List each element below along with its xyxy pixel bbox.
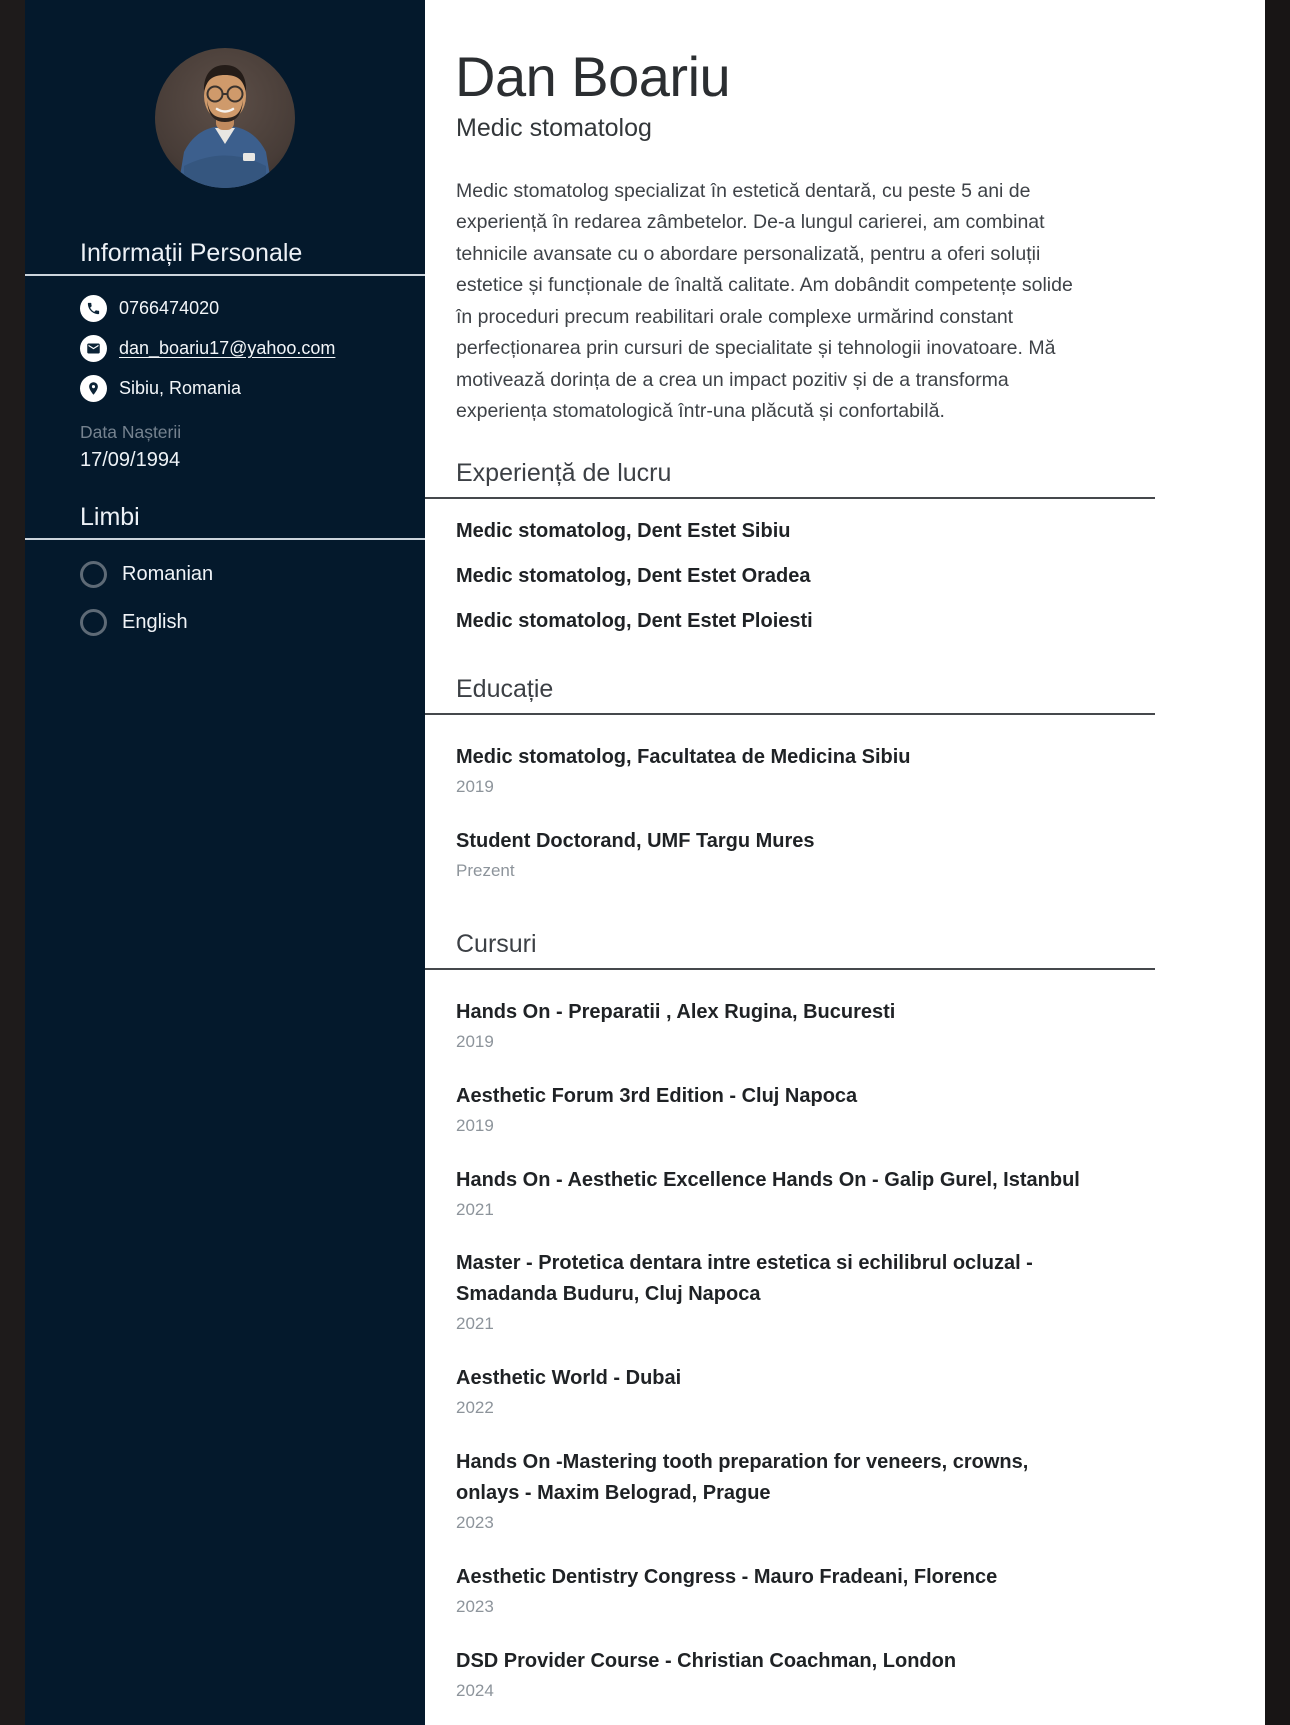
experience-list bbox=[425, 518, 1265, 634]
main-content bbox=[425, 0, 1265, 1725]
entry-period: 2023 bbox=[456, 1597, 494, 1617]
entry-title: DSD Provider Course - Christian Coachman, London bbox=[456, 1650, 957, 1673]
education-divider bbox=[425, 713, 1155, 715]
left-border-strip bbox=[0, 0, 25, 1725]
page-title-name: Dan Boariu bbox=[455, 45, 731, 108]
phone-icon bbox=[80, 295, 107, 322]
entry-title: Aesthetic Forum 3rd Edition - Cluj Napoca bbox=[456, 1084, 858, 1107]
languages-heading: Limbi bbox=[80, 503, 140, 531]
entry-period: 2024 bbox=[456, 1681, 494, 1701]
right-border-strip bbox=[1265, 0, 1290, 1725]
entry-title: Hands On - Preparatii , Alex Rugina, Bucuresti bbox=[456, 1000, 896, 1023]
contact-row-email bbox=[80, 335, 425, 362]
course-item bbox=[456, 1248, 1085, 1336]
entry-title: Master - Protetica dentara intre estetica si echilibrul ocluzal - Smadanda Buduru, Cluj Napoca bbox=[456, 1252, 1033, 1306]
contact-row-phone bbox=[80, 295, 425, 322]
entry-period: 2019 bbox=[456, 776, 494, 796]
education-item bbox=[456, 826, 1085, 883]
language-label: Romanian bbox=[122, 563, 214, 585]
course-item bbox=[456, 997, 1085, 1054]
course-item bbox=[456, 1646, 1085, 1703]
entry-period: 2019 bbox=[456, 1115, 494, 1135]
education-list bbox=[425, 742, 1265, 883]
entry-title: Medic stomatolog, Facultatea de Medicina Sibiu bbox=[456, 745, 911, 768]
entry-period: Prezent bbox=[456, 860, 515, 880]
phone-number: 0766474020 bbox=[119, 298, 220, 318]
courses-heading: Cursuri bbox=[456, 929, 537, 958]
location-icon bbox=[80, 375, 107, 402]
language-radio-icon bbox=[80, 561, 107, 588]
entry-title: Hands On - Aesthetic Excellence Hands On - Galip Gurel, Istanbul bbox=[456, 1168, 1080, 1191]
job-title: Medic stomatolog bbox=[456, 113, 652, 142]
languages-list bbox=[25, 561, 425, 636]
avatar-illustration bbox=[155, 48, 295, 188]
sidebar bbox=[25, 0, 425, 1725]
contact-row-location bbox=[80, 375, 425, 402]
summary-text: Medic stomatolog specializat în estetică dentară, cu peste 5 ani de experiență în redarea zâmbetelor. De-a lungul carierei, am combinat tehnicile avansate cu o abordare personalizată, pentru a oferi soluții estetice și funcționale de înaltă calitate. Am dobândit competențe solide în proceduri precum reabilitari orale complexe urmărind constant perfecționarea prin cursuri de specialitate și tehnologii inovatoare. Mă motivează dorința de a crea un impact pozitiv și de a transforma experiența stomatologică într-una plăcută și confortabilă. bbox=[456, 179, 1073, 423]
section-experience bbox=[425, 458, 1265, 634]
course-item bbox=[456, 1447, 1085, 1535]
experience-item: Medic stomatolog, Dent Estet Ploiesti bbox=[456, 609, 813, 632]
entry-title: Aesthetic Dentistry Congress - Mauro Fradeani, Florence bbox=[456, 1566, 998, 1589]
experience-item: Medic stomatolog, Dent Estet Oradea bbox=[456, 564, 811, 587]
course-item bbox=[456, 1165, 1085, 1222]
experience-heading: Experiență de lucru bbox=[456, 458, 672, 487]
personal-info-heading: Informații Personale bbox=[80, 239, 303, 267]
experience-item: Medic stomatolog, Dent Estet Sibiu bbox=[456, 519, 791, 542]
language-item bbox=[80, 561, 425, 588]
entry-title: Aesthetic World - Dubai bbox=[456, 1367, 682, 1390]
entry-period: 2019 bbox=[456, 1031, 494, 1051]
section-courses bbox=[425, 929, 1265, 1704]
birth-date-label: Data Nașterii bbox=[80, 422, 182, 442]
location-value: Sibiu, Romania bbox=[119, 378, 242, 398]
courses-list bbox=[425, 997, 1265, 1704]
entry-title: Student Doctorand, UMF Targu Mures bbox=[456, 829, 815, 852]
personal-info-divider bbox=[25, 274, 425, 276]
course-item bbox=[456, 1081, 1085, 1138]
language-item bbox=[80, 609, 425, 636]
experience-divider bbox=[425, 497, 1155, 499]
language-label: English bbox=[122, 611, 188, 633]
email-link[interactable]: dan_boariu17@yahoo.com bbox=[119, 338, 336, 358]
email-icon bbox=[80, 335, 107, 362]
birth-date-value: 17/09/1994 bbox=[80, 449, 181, 471]
course-item bbox=[456, 1363, 1085, 1420]
education-heading: Educație bbox=[456, 674, 554, 703]
section-education bbox=[425, 674, 1265, 883]
course-item bbox=[456, 1562, 1085, 1619]
language-radio-icon bbox=[80, 609, 107, 636]
education-item bbox=[456, 742, 1085, 799]
entry-period: 2022 bbox=[456, 1398, 494, 1418]
entry-title: Hands On -Mastering tooth preparation for veneers, crowns, onlays - Maxim Belograd, Prague bbox=[456, 1451, 1029, 1505]
entry-period: 2021 bbox=[456, 1314, 494, 1334]
languages-divider bbox=[25, 538, 425, 540]
courses-divider bbox=[425, 968, 1155, 970]
entry-period: 2021 bbox=[456, 1199, 494, 1219]
entry-period: 2023 bbox=[456, 1513, 494, 1533]
profile-photo bbox=[155, 48, 295, 188]
